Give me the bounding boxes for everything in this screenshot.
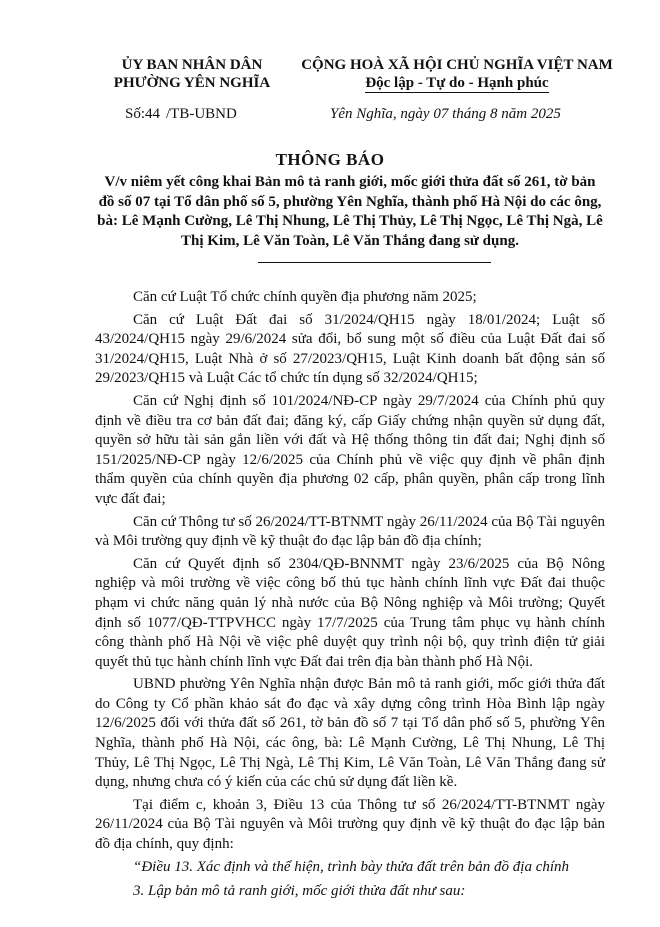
authority-line-2: PHƯỜNG YÊN NGHĨA [113,75,271,91]
place-date: Yên Nghĩa, ngày 07 tháng 8 năm 2025 [330,106,561,122]
document-number [125,106,237,123]
paragraph: Căn cứ Thông tư số 26/2024/TT-BTNMT ngày 26/11/2024 của Bộ Tài nguyên và Môi trường quy định về kỹ thuật đo đạc lập bản đồ địa chính; [95,513,605,550]
paragraph: Tại điểm c, khoản 3, Điều 13 của Thông tư số 26/2024/TT-BTNMT ngày 26/11/2024 của Bộ Tài nguyên và Môi trường quy định về kỹ thuật đo đạc lập bản đồ địa chính, quy định: [95,796,605,853]
nation-name: CỘNG HOÀ XÃ HỘI CHỦ NGHĨA VIỆT NAM [301,57,613,73]
doc-number-suffix: /TB-UBND [166,106,237,122]
paragraph: Căn cứ Nghị định số 101/2024/NĐ-CP ngày 29/7/2024 của Chính phủ quy định về điều tra cơ bản đất đai; đăng ký, cấp Giấy chứng nhận quyền sử dụng đất, quyền sở hữu tài sản gắn liền với đất và Hệ thống thông tin đất đai; Nghị định số 151/2025/NĐ-CP ngày 12/6/2025 của Chính phủ về việc quy định về phân định thẩm quyền của chính quyền địa phương 02 cấp, phân quyền, phân cấp trong lĩnh vực đất đai; [95,392,605,507]
document-title: THÔNG BÁO [275,150,385,169]
doc-number-label: Số: [125,106,146,122]
quoted-clause: 3. Lập bản mô tả ranh giới, mốc giới thửa đất như sau: [133,883,466,900]
national-motto: Độc lập - Tự do - Hạnh phúc [365,75,549,91]
document-subject: V/v niêm yết công khai Bản mô tả ranh giới, mốc giới thửa đất số 261, tờ bản đồ số 07 tại Tổ dân phố số 5, phường Yên Nghĩa, thành phố Hà Nội do các ông, bà: Lê Mạnh Cường, Lê Thị Nhung, Lê Thị Thủy, Lê Thị Ngọc, Lê Thị Ngà, Lê Thị Kim, Lê Văn Toàn, Lê Văn Thắng đang sử dụng. [97,174,603,249]
issuing-authority [92,56,292,92]
doc-number-value: 44 [145,106,161,122]
paragraph: Căn cứ Luật Tổ chức chính quyền địa phương năm 2025; [133,289,477,305]
paragraph: UBND phường Yên Nghĩa nhận được Bản mô tả ranh giới, mốc giới thửa đất do Công ty Cổ phần khảo sát đo đạc và xây dựng công trình Hòa Bình lập ngày 12/6/2025 đối với thửa đất số 261, tờ bản đồ số 7 tại Tổ dân phố số 5, phường Yên Nghĩa, thành phố Hà Nội, các ông, bà: Lê Mạnh Cường, Lê Thị Nhung, Lê Thị Thủy, Lê Thị Ngọc, Lê Thị Ngà, Lê Thị Kim, Lê Văn Toàn, Lê Văn Thắng đang sử dụng, nhưng chưa có ý kiến của các chủ sử dụng đất liền kề. [95,676,605,791]
document-body [95,288,605,907]
quoted-article: “Điều 13. Xác định và thể hiện, trình bày thửa đất trên bản đồ địa chính [133,858,570,875]
authority-line-1: ỦY BAN NHÂN DÂN [121,57,263,73]
national-header [292,56,622,93]
paragraph: Căn cứ Luật Đất đai số 31/2024/QH15 ngày 18/01/2024; Luật số 43/2024/QH15 ngày 29/6/2024 sửa đổi, bổ sung một số điều của Luật Đất đai số 31/2024/QH15, Luật Nhà ở số 27/2023/QH15, Luật Kinh doanh bất động sản số 29/2023/QH15 và Luật Các tổ chức tín dụng số 32/2024/QH15; [95,311,605,387]
paragraph: Căn cứ Quyết định số 2304/QĐ-BNNMT ngày 23/6/2025 của Bộ Nông nghiệp và môi trường về việc công bố thủ tục hành chính lĩnh vực Đất đai thuộc phạm vi chức năng quản lý nhà nước của Bộ Nông nghiệp và Môi trường; Quyết định số 1077/QĐ-TTPVHCC ngày 17/7/2025 của Trung tâm phục vụ hành chính công thành phố Hà Nội về việc phê duyệt quy trình nội bộ, quy trình điện tử giải quyết thủ tục hành chính lĩnh vực Đất đai trên địa bàn thành phố Hà Nội. [95,555,605,670]
title-divider [258,262,491,263]
